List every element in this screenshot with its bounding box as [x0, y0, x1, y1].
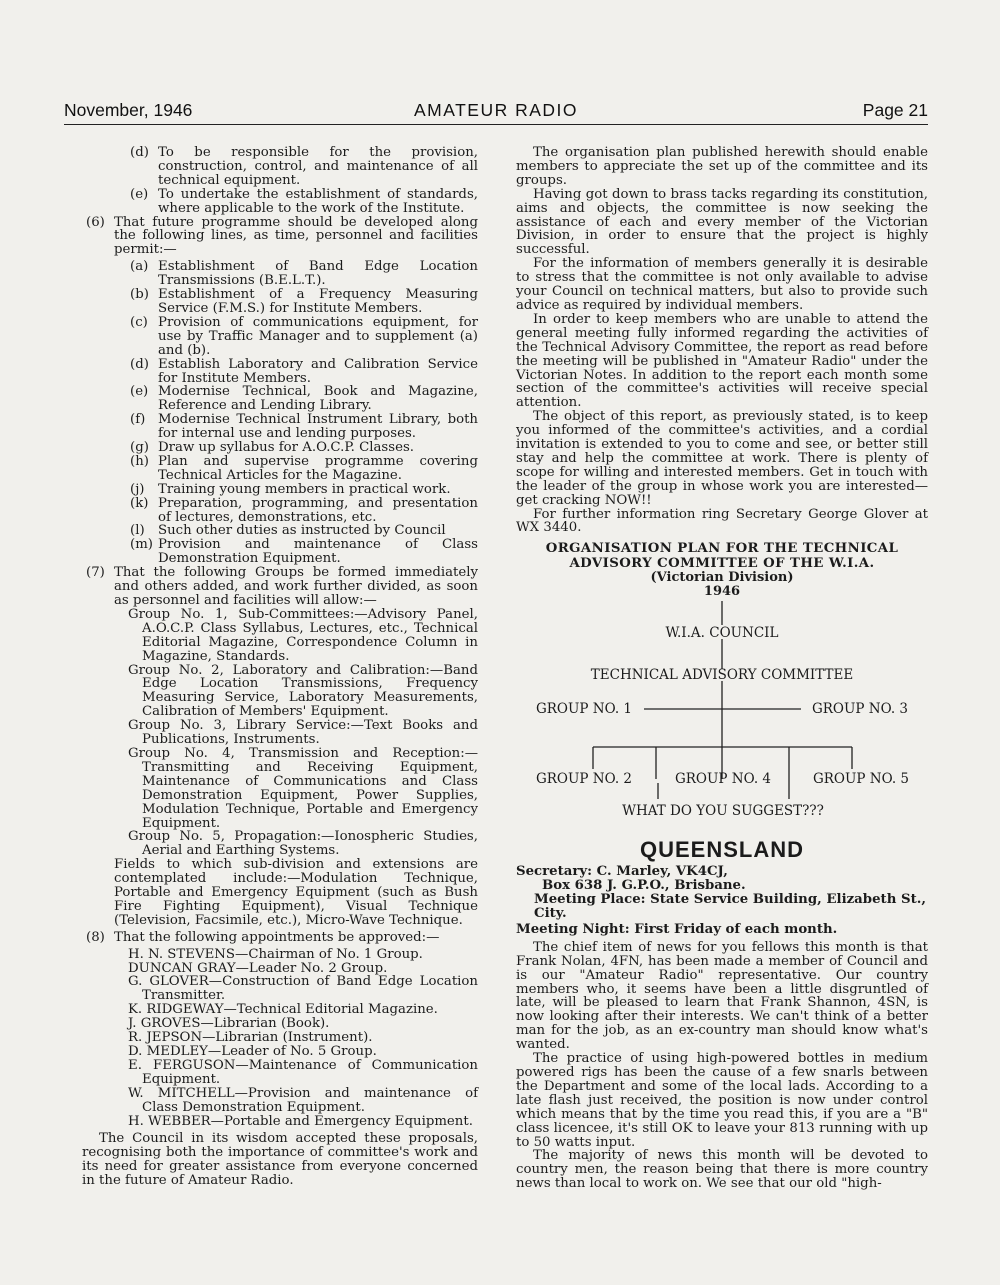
appointment-item: K. RIDGEWAY—Technical Editorial Magazine.: [128, 1002, 438, 1018]
list-item: (e) To undertake the establishment of standards, where applicable to the work of the Institute.: [130, 186, 478, 216]
appointments-list: [82, 948, 478, 1129]
list-item: [82, 524, 478, 538]
section-7: (7) That the following Groups be formed immediately and others added, and work further divided, as soon as personnel and facilities will allow:—: [86, 565, 478, 608]
list-item: [82, 538, 478, 566]
qld-box: Box 638 J. G.P.O., Brisbane.: [542, 878, 746, 894]
page-header: [64, 98, 928, 124]
qld-meeting-night: Meeting Night: First Friday of each month.: [516, 921, 838, 937]
list-item: [82, 441, 478, 455]
list-item-label: (f): [130, 412, 146, 428]
group-item: Group No. 5, Propagation:—Ionospheric Studies, Aerial and Earthing Systems.: [128, 829, 478, 859]
appointment-item: DUNCAN GRAY—Leader No. 2 Group.: [128, 960, 388, 976]
list-item-text: Establishment of a Frequency Measuring Service (F.M.S.) for Institute Members.: [158, 287, 478, 316]
list-item: [82, 316, 478, 358]
list-item: [82, 385, 478, 413]
appointment-item: W. MITCHELL—Provision and maintenance of Class Demonstration Equipment.: [128, 1085, 478, 1115]
list-item-label: (k): [130, 495, 149, 511]
qld-secretary: Secretary: C. Marley, VK4CJ,: [516, 864, 728, 880]
header-rule: [64, 124, 928, 125]
appointment-item: R. JEPSON—Librarian (Instrument).: [128, 1030, 373, 1046]
paragraph: For the information of members generally it is desirable to stress that the committee is not only available to advise your Council on technical matters, but also to provide such advice as required by individual members.: [516, 256, 928, 313]
section-8: (8) That the following appointments be approved:—: [86, 929, 440, 945]
paragraph: For further information ring Secretary George Glover at WX 3440.: [516, 506, 928, 536]
group-item: Group No. 3, Library Service:—Text Books and Publications, Instruments.: [128, 718, 478, 748]
list-item-label: (h): [130, 453, 149, 469]
list-item-text: Such other duties as instructed by Council: [158, 523, 446, 539]
masthead: AMATEUR RADIO: [413, 100, 579, 120]
list-item-text: Establish Laboratory and Calibration Service for Institute Members.: [158, 356, 478, 386]
list-item-text: Provision of communications equipment, for use by Traffic Manager and to supplement (a) and (b).: [158, 314, 478, 358]
list-item: [82, 497, 478, 525]
appointment-item: G. GLOVER—Construction of Band Edge Location Transmitter.: [128, 974, 478, 1004]
list-item: [82, 413, 478, 441]
paragraph: The practice of using high-powered bottles in medium powered rigs has been the cause of a few snarls between the Department and some of the local lads. According to a late flash just received, the position is now under control which means that by the time you read this, if you are a "B" class licencee, it's still OK to leave your 813 running with up to 50 watts input.: [516, 1051, 928, 1150]
list-item: [82, 288, 478, 316]
list-item-text: Establishment of Band Edge Location Transmissions (B.E.L.T.).: [158, 259, 478, 289]
group-item: Group No. 2, Laboratory and Calibration:—Band Edge Location Transmissions, Frequency Measuring Service, Laboratory Measurements, Calibration of Members' Equipment.: [128, 662, 478, 720]
section-6-list: [82, 260, 478, 566]
org-title-line1: ORGANISATION PLAN FOR THE TECHNICAL: [545, 541, 899, 557]
chart-question: WHAT DO YOU SUGGEST???: [622, 803, 824, 820]
group-item: Group No. 4, Transmission and Reception:—Transmitting and Receiving Equipment, Maintenance of Communications and Class Demonstration Equipment, Power Supplies, Modulation Technique, Portable and Emergency Equipment.: [128, 745, 478, 831]
node-group-1: GROUP NO. 1: [535, 701, 633, 718]
appointment-item: D. MEDLEY—Leader of No. 5 Group.: [128, 1044, 377, 1059]
list-item: [82, 260, 478, 288]
node-group-3: GROUP NO. 3: [811, 701, 909, 718]
issue-date: November, 1946: [64, 100, 193, 120]
list-item: [82, 358, 478, 386]
list-item-text: Provision and maintenance of Class Demonstration Equipment.: [158, 537, 478, 567]
group-item: Group No. 1, Sub-Committees:—Advisory Panel, A.O.C.P. Class Syllabus, Lectures, etc., Technical Editorial Magazine, Correspondence Column in Magazine, Standards.: [128, 606, 478, 664]
right-column: [516, 146, 928, 1191]
organisation-chart: [516, 599, 928, 825]
org-year: 1946: [703, 584, 741, 600]
node-council: W.I.A. COUNCIL: [665, 625, 779, 642]
appointment-item: E. FERGUSON—Maintenance of Communication Equipment.: [128, 1057, 478, 1087]
list-item-text: Draw up syllabus for A.O.C.P. Classes.: [158, 440, 414, 456]
list-item-text: Modernise Technical Instrument Library, both for internal use and lending purposes.: [158, 412, 478, 442]
list-item-label: (m): [130, 537, 153, 553]
section-title-queensland: QUEENSLAND: [639, 837, 804, 863]
paragraph: In order to keep members who are unable to attend the general meeting fully informed regarding the activities of the Technical Advisory Committee, the report as read before the meeting will be published in "Amateur Radio" under the Victorian Notes. In addition to the report each month some section of the committee's activities will receive special attention.: [516, 311, 928, 411]
org-title-line2: ADVISORY COMMITTEE OF THE W.I.A.: [569, 556, 875, 572]
node-committee: TECHNICAL ADVISORY COMMITTEE: [590, 667, 854, 684]
list-item-text: Training young members in practical work.: [158, 481, 451, 497]
node-group-2: GROUP NO. 2: [535, 771, 633, 788]
paragraph: The majority of news this month will be devoted to country men, the reason being that there is more country news than local to work on. We see that our old "high-: [516, 1148, 928, 1192]
list-item-text: Modernise Technical, Book and Magazine, Reference and Lending Library.: [158, 384, 478, 414]
list-item-label: (a): [130, 259, 149, 275]
fields-paragraph: Fields to which sub-division and extensions are contemplated include:—Modulation Technique, Portable and Emergency Equipment (such as Bush Fire Fighting Equipment), Visual Technique (Television, Facsimile, etc.), Micro-Wave Technique.: [114, 857, 478, 928]
node-group-5: GROUP NO. 5: [812, 771, 910, 788]
list-item-label: (d): [130, 356, 149, 372]
closing-paragraph: The Council in its wisdom accepted these proposals, recognising both the importance of committee's work and its need for greater assistance from everyone concerned in the future of Amateur Radio.: [82, 1131, 478, 1189]
groups-list: [82, 608, 478, 858]
list-item: (d) To be responsible for the provision, construction, control, and maintenance of all technical equipment.: [130, 145, 478, 188]
list-item-text: Preparation, programming, and presentation of lectures, demonstrations, etc.: [158, 495, 478, 525]
paragraph: The chief item of news for you fellows this month is that Frank Nolan, 4FN, has been made a member of Council and is our "Amateur Radio" representative. Our country members who, it seems have been a little disgruntled of late, will be pleased to learn that Frank Shannon, 4SN, is now looking after their interests. We can't think of a better man for the job, as an ex-country man should know what's wanted.: [516, 939, 928, 1053]
list-item-label: (e): [130, 384, 149, 400]
paragraph: Having got down to brass tacks regarding its constitution, aims and objects, the committee is now seeking the assistance of each and every member of the Victorian Division, in order to ensure that the project is highly successful.: [516, 186, 928, 258]
queensland-notes: [516, 941, 928, 1191]
list-item-label: (l): [130, 523, 145, 539]
page-number: Page 21: [862, 100, 928, 120]
list-item-label: (j): [130, 481, 145, 497]
list-item: [82, 455, 478, 483]
org-division: (Victorian Division): [650, 570, 794, 586]
qld-meeting-place: Meeting Place: State Service Building, Elizabeth St., City.: [534, 892, 926, 921]
left-column: [82, 146, 478, 1188]
appointment-item: H. N. STEVENS—Chairman of No. 1 Group.: [128, 946, 423, 962]
node-group-4: GROUP NO. 4: [674, 771, 772, 788]
section-6: (6) That future programme should be developed along the following lines, as time, personnel and facilities permit:—: [86, 214, 478, 258]
appointment-item: H. WEBBER—Portable and Emergency Equipment.: [128, 1113, 473, 1129]
list-item-label: (b): [130, 287, 149, 303]
list-item: [82, 483, 478, 497]
victorian-notes: [516, 146, 928, 535]
paragraph: The object of this report, as previously stated, is to keep you informed of the committee's activities, and a cordial invitation is extended to you to come and see, or better still stay and help the committee at work. There is plenty of scope for willing and interested members. Get in touch with the leader of the group in whose work you are interested—get cracking NOW!!: [516, 409, 928, 508]
list-item-text: Plan and supervise programme covering Technical Articles for the Magazine.: [158, 453, 478, 483]
list-item-label: (c): [130, 314, 148, 330]
list-item-label: (g): [130, 440, 149, 456]
appointment-item: J. GROVES—Librarian (Book).: [128, 1016, 330, 1032]
paragraph: The organisation plan published herewith should enable members to appreciate the set up of the committee and its groups.: [516, 145, 928, 188]
